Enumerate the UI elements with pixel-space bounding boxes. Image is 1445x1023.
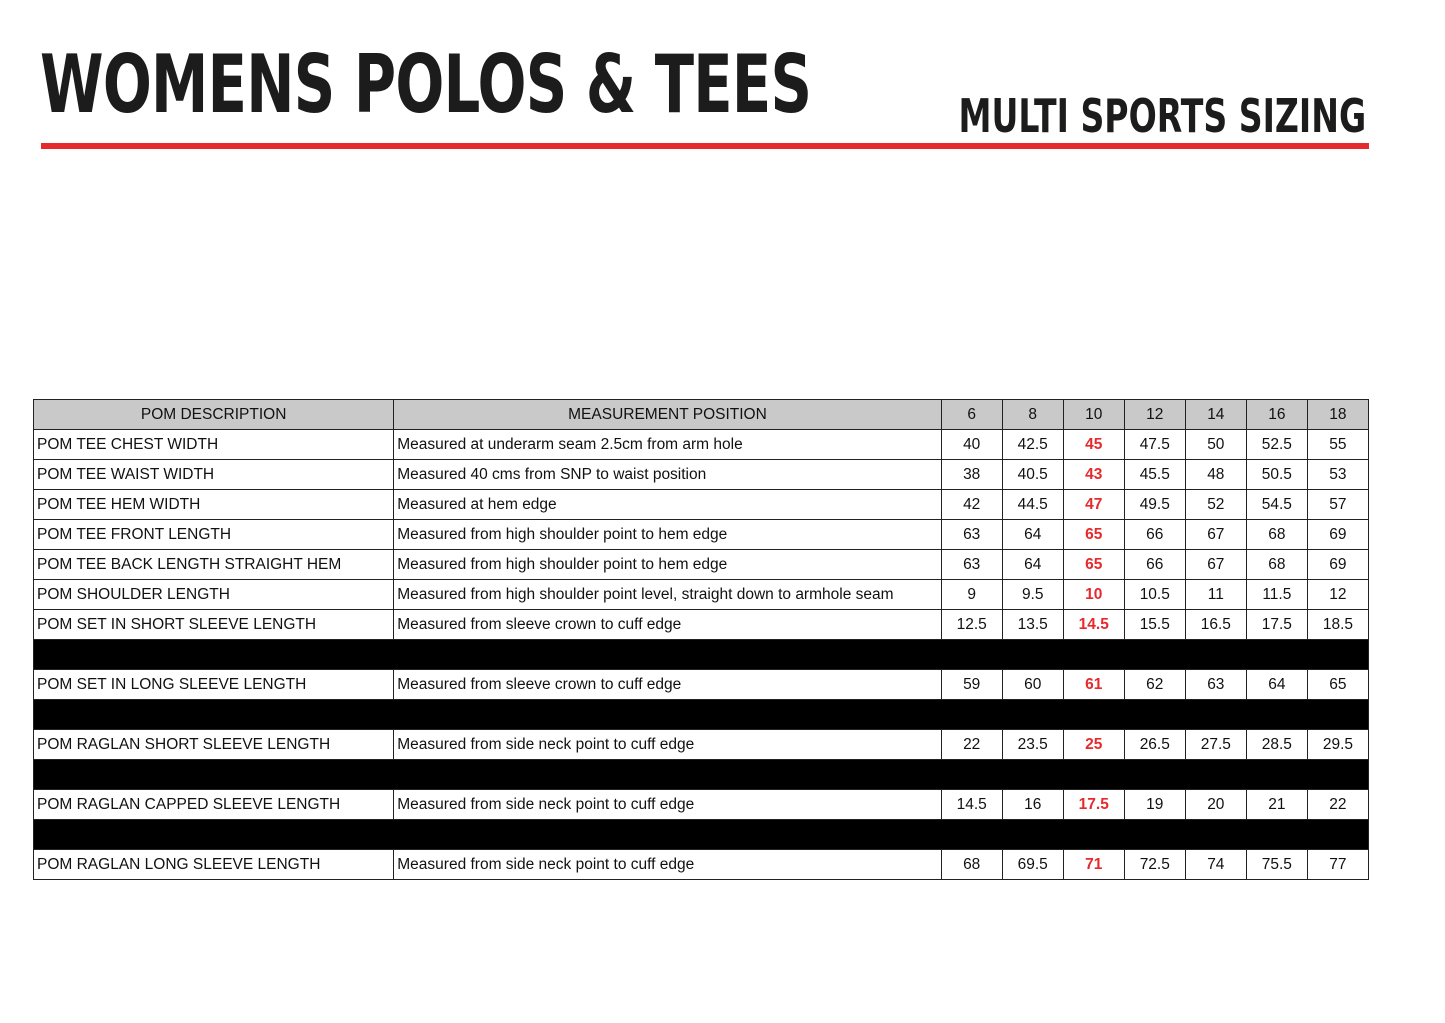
column-header: 8 (1002, 400, 1063, 430)
highlighted-size-value-cell: 14.5 (1063, 610, 1124, 640)
size-value-cell: 63 (1185, 670, 1246, 700)
size-value-cell: 69 (1307, 520, 1368, 550)
pom-description-cell: POM SET IN LONG SLEEVE LENGTH (34, 670, 394, 700)
highlighted-size-value-cell: 17.5 (1063, 790, 1124, 820)
highlighted-size-value-cell: 65 (1063, 550, 1124, 580)
highlighted-size-value-cell: 10 (1063, 580, 1124, 610)
measurement-position-cell: Measured from sleeve crown to cuff edge (394, 670, 941, 700)
table-row (34, 550, 1369, 580)
size-value-cell: 45.5 (1124, 460, 1185, 490)
size-value-cell: 64 (1002, 520, 1063, 550)
separator-bar (34, 760, 1369, 790)
size-value-cell: 60 (1002, 670, 1063, 700)
size-value-cell: 52.5 (1246, 430, 1307, 460)
table-row (34, 850, 1369, 880)
table-row (34, 520, 1369, 550)
measurement-position-cell: Measured from sleeve crown to cuff edge (394, 610, 941, 640)
size-value-cell: 66 (1124, 550, 1185, 580)
separator-bar (34, 700, 1369, 730)
size-value-cell: 22 (941, 730, 1002, 760)
size-value-cell: 42 (941, 490, 1002, 520)
pom-description-cell: POM TEE CHEST WIDTH (34, 430, 394, 460)
separator-row (34, 640, 1369, 670)
size-value-cell: 54.5 (1246, 490, 1307, 520)
measurement-position-cell: Measured from side neck point to cuff edge (394, 850, 941, 880)
separator-row (34, 820, 1369, 850)
column-header: 12 (1124, 400, 1185, 430)
size-value-cell: 67 (1185, 520, 1246, 550)
size-value-cell: 63 (941, 550, 1002, 580)
size-value-cell: 40 (941, 430, 1002, 460)
size-value-cell: 12 (1307, 580, 1368, 610)
size-value-cell: 42.5 (1002, 430, 1063, 460)
measurement-position-cell: Measured at hem edge (394, 490, 941, 520)
size-value-cell: 22 (1307, 790, 1368, 820)
size-value-cell: 16 (1002, 790, 1063, 820)
separator-bar (34, 820, 1369, 850)
size-value-cell: 68 (1246, 520, 1307, 550)
size-value-cell: 72.5 (1124, 850, 1185, 880)
size-value-cell: 59 (941, 670, 1002, 700)
measurement-position-cell: Measured from high shoulder point to hem edge (394, 520, 941, 550)
size-value-cell: 44.5 (1002, 490, 1063, 520)
size-value-cell: 74 (1185, 850, 1246, 880)
size-value-cell: 11 (1185, 580, 1246, 610)
size-value-cell: 49.5 (1124, 490, 1185, 520)
column-header: 16 (1246, 400, 1307, 430)
size-value-cell: 64 (1002, 550, 1063, 580)
size-value-cell: 47.5 (1124, 430, 1185, 460)
column-header: 10 (1063, 400, 1124, 430)
size-value-cell: 27.5 (1185, 730, 1246, 760)
measurement-position-cell: Measured from side neck point to cuff edge (394, 790, 941, 820)
page-subtitle: MULTI SPORTS SIZING (958, 89, 1366, 143)
separator-bar (34, 640, 1369, 670)
measurement-position-cell: Measured from side neck point to cuff edge (394, 730, 941, 760)
column-header: POM DESCRIPTION (34, 400, 394, 430)
highlighted-size-value-cell: 47 (1063, 490, 1124, 520)
size-value-cell: 62 (1124, 670, 1185, 700)
measurement-position-cell: Measured from high shoulder point to hem edge (394, 550, 941, 580)
size-value-cell: 18.5 (1307, 610, 1368, 640)
highlighted-size-value-cell: 65 (1063, 520, 1124, 550)
size-value-cell: 53 (1307, 460, 1368, 490)
size-value-cell: 48 (1185, 460, 1246, 490)
size-value-cell: 50 (1185, 430, 1246, 460)
table-row (34, 670, 1369, 700)
size-value-cell: 10.5 (1124, 580, 1185, 610)
pom-description-cell: POM RAGLAN SHORT SLEEVE LENGTH (34, 730, 394, 760)
size-value-cell: 17.5 (1246, 610, 1307, 640)
column-header: MEASUREMENT POSITION (394, 400, 941, 430)
highlighted-size-value-cell: 25 (1063, 730, 1124, 760)
separator-row (34, 760, 1369, 790)
table-row (34, 790, 1369, 820)
size-value-cell: 68 (941, 850, 1002, 880)
table-row (34, 730, 1369, 760)
size-value-cell: 63 (941, 520, 1002, 550)
size-value-cell: 12.5 (941, 610, 1002, 640)
size-value-cell: 66 (1124, 520, 1185, 550)
size-value-cell: 28.5 (1246, 730, 1307, 760)
size-value-cell: 55 (1307, 430, 1368, 460)
size-value-cell: 20 (1185, 790, 1246, 820)
size-value-cell: 68 (1246, 550, 1307, 580)
size-value-cell: 21 (1246, 790, 1307, 820)
size-value-cell: 57 (1307, 490, 1368, 520)
page-title: WOMENS POLOS & TEES (40, 38, 812, 131)
pom-description-cell: POM TEE HEM WIDTH (34, 490, 394, 520)
size-value-cell: 19 (1124, 790, 1185, 820)
pom-description-cell: POM SET IN SHORT SLEEVE LENGTH (34, 610, 394, 640)
title-underline (41, 143, 1369, 149)
column-header: 18 (1307, 400, 1368, 430)
pom-description-cell: POM TEE FRONT LENGTH (34, 520, 394, 550)
pom-description-cell: POM TEE BACK LENGTH STRAIGHT HEM (34, 550, 394, 580)
size-value-cell: 14.5 (941, 790, 1002, 820)
column-header: 14 (1185, 400, 1246, 430)
highlighted-size-value-cell: 45 (1063, 430, 1124, 460)
separator-row (34, 700, 1369, 730)
table-row (34, 490, 1369, 520)
size-value-cell: 38 (941, 460, 1002, 490)
size-value-cell: 77 (1307, 850, 1368, 880)
size-value-cell: 40.5 (1002, 460, 1063, 490)
highlighted-size-value-cell: 71 (1063, 850, 1124, 880)
size-value-cell: 52 (1185, 490, 1246, 520)
size-value-cell: 23.5 (1002, 730, 1063, 760)
highlighted-size-value-cell: 61 (1063, 670, 1124, 700)
table-header-row (34, 400, 1369, 430)
size-value-cell: 29.5 (1307, 730, 1368, 760)
measurement-position-cell: Measured from high shoulder point level, straight down to armhole seam (394, 580, 941, 610)
pom-description-cell: POM TEE WAIST WIDTH (34, 460, 394, 490)
pom-description-cell: POM SHOULDER LENGTH (34, 580, 394, 610)
highlighted-size-value-cell: 43 (1063, 460, 1124, 490)
size-value-cell: 65 (1307, 670, 1368, 700)
size-value-cell: 11.5 (1246, 580, 1307, 610)
size-value-cell: 69.5 (1002, 850, 1063, 880)
size-value-cell: 16.5 (1185, 610, 1246, 640)
measurement-position-cell: Measured 40 cms from SNP to waist position (394, 460, 941, 490)
pom-description-cell: POM RAGLAN CAPPED SLEEVE LENGTH (34, 790, 394, 820)
size-value-cell: 75.5 (1246, 850, 1307, 880)
table-row (34, 430, 1369, 460)
sizing-table (33, 399, 1369, 880)
size-value-cell: 50.5 (1246, 460, 1307, 490)
size-value-cell: 64 (1246, 670, 1307, 700)
measurement-position-cell: Measured at underarm seam 2.5cm from arm hole (394, 430, 941, 460)
size-value-cell: 9 (941, 580, 1002, 610)
table-row (34, 580, 1369, 610)
size-value-cell: 13.5 (1002, 610, 1063, 640)
pom-description-cell: POM RAGLAN LONG SLEEVE LENGTH (34, 850, 394, 880)
size-value-cell: 67 (1185, 550, 1246, 580)
size-value-cell: 15.5 (1124, 610, 1185, 640)
table-row (34, 610, 1369, 640)
size-value-cell: 69 (1307, 550, 1368, 580)
column-header: 6 (941, 400, 1002, 430)
size-value-cell: 9.5 (1002, 580, 1063, 610)
table-row (34, 460, 1369, 490)
size-value-cell: 26.5 (1124, 730, 1185, 760)
